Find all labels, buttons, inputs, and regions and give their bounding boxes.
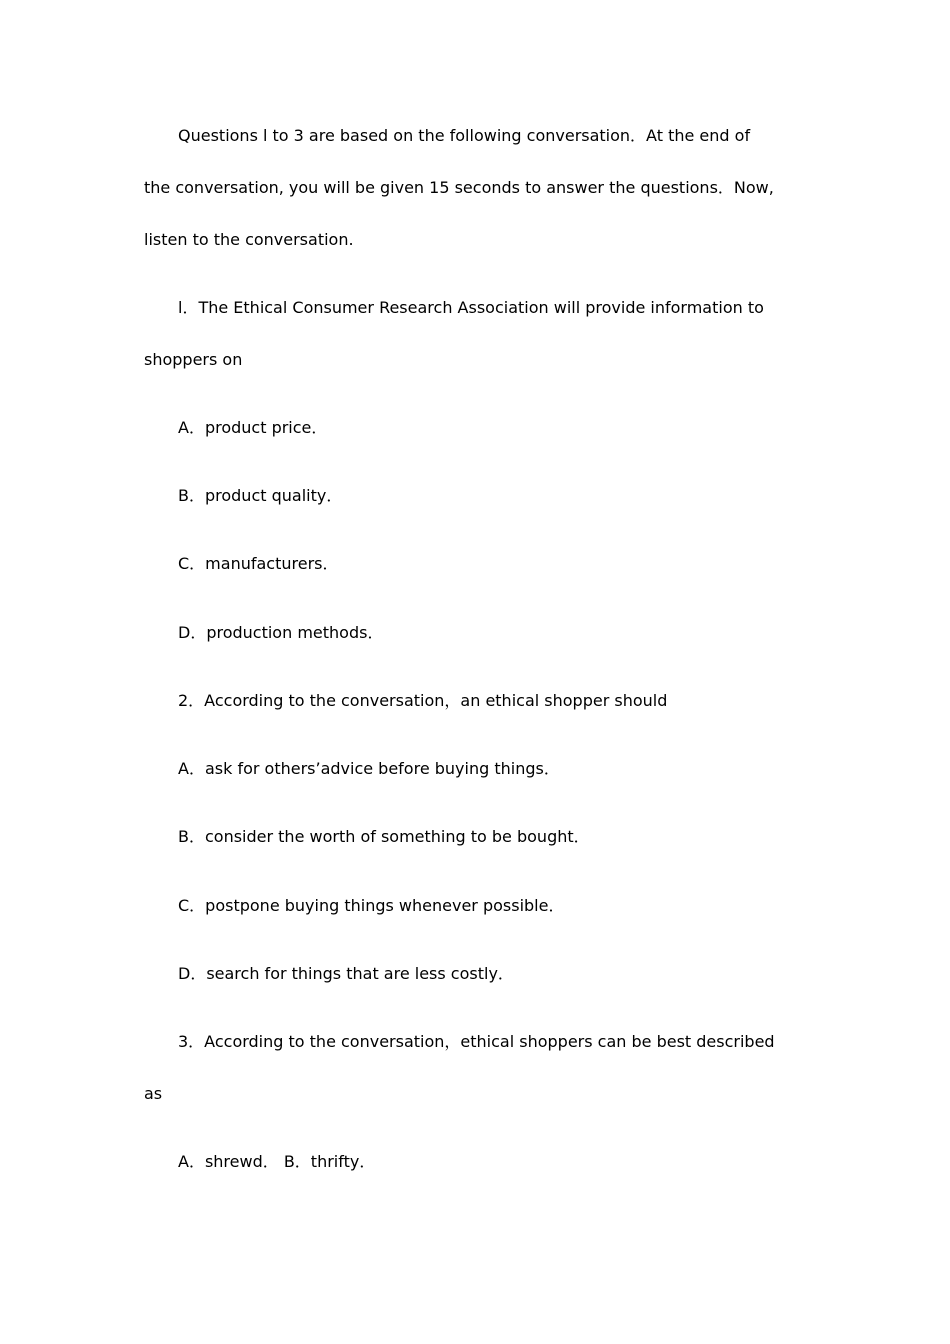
question-1-stem-continued: shoppers on bbox=[144, 350, 243, 369]
question-2-option-a: A．ask for others’advice before buying things． bbox=[178, 759, 560, 778]
question-2-stem: 2．According to the conversation，an ethical shopper should bbox=[178, 691, 668, 710]
question-1-option-d: D．production methods． bbox=[178, 623, 384, 642]
question-3-stem: 3．According to the conversation，ethical shoppers can be best described bbox=[178, 1032, 775, 1051]
intro-line-1: Questions l to 3 are based on the following conversation．At the end of bbox=[178, 126, 751, 145]
question-1-option-b: B．product quality． bbox=[178, 486, 343, 505]
question-1-option-c: C．manufacturers． bbox=[178, 554, 339, 573]
question-3-options: A．shrewd． B．thrifty． bbox=[178, 1152, 376, 1171]
question-1-stem: l．The Ethical Consumer Research Association will provide information to bbox=[178, 298, 764, 317]
question-3-stem-continued: as bbox=[144, 1084, 163, 1103]
question-2-option-d: D．search for things that are less costly． bbox=[178, 964, 514, 983]
question-2-option-c: C．postpone buying things whenever possible． bbox=[178, 896, 565, 915]
question-1-option-a: A．product price． bbox=[178, 418, 328, 437]
intro-line-2: the conversation, you will be given 15 seconds to answer the questions．Now, bbox=[144, 178, 774, 197]
question-2-option-b: B．consider the worth of something to be bought． bbox=[178, 827, 590, 846]
intro-line-3: listen to the conversation. bbox=[144, 230, 354, 249]
